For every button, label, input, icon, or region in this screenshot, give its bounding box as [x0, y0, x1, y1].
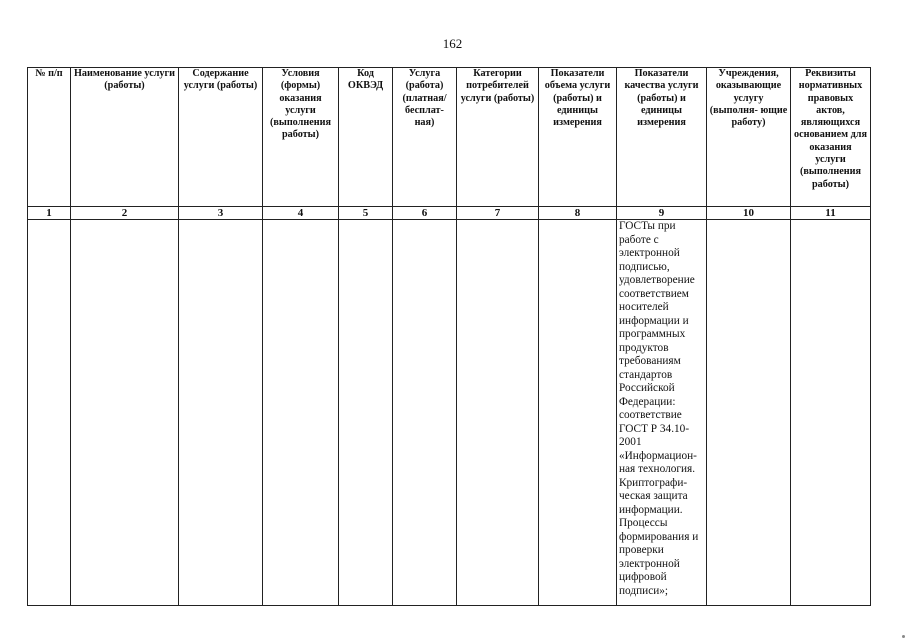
column-number: 3 [179, 207, 263, 220]
column-number: 10 [707, 207, 791, 220]
header-cell-4: Условия (формы) оказания услуги (выполнения работы) [263, 68, 339, 207]
table-cell [179, 220, 263, 606]
quality-indicators-cell: ГОСТы при работе с электронной подписью, удовлетворение соответствием носителей информации и программных продуктов требованиям стандартов Российской Федерации: соответствие ГОСТ Р 34.10-2001 «Информацион-ная технология. Криптографи-ческая защита информации. Процессы формирования и проверки электронной цифровой подписи»; [617, 220, 707, 606]
column-number: 4 [263, 207, 339, 220]
header-cell-7: Категории потребителей услуги (работы) [457, 68, 539, 207]
column-number: 5 [339, 207, 393, 220]
column-number: 1 [28, 207, 71, 220]
header-cell-11: Реквизиты нормативных правовых актов, являющихся основанием для оказания услуги (выполнения работы) [791, 68, 871, 207]
header-cell-8: Показатели объема услуги (работы) и единицы измерения [539, 68, 617, 207]
table-cell [539, 220, 617, 606]
table-cell [393, 220, 457, 606]
table-cell [457, 220, 539, 606]
column-number: 6 [393, 207, 457, 220]
table-cell [28, 220, 71, 606]
table-cell [791, 220, 871, 606]
column-number: 2 [71, 207, 179, 220]
column-number: 9 [617, 207, 707, 220]
column-number: 8 [539, 207, 617, 220]
header-cell-2: Наименование услуги (работы) [71, 68, 179, 207]
header-row [28, 68, 871, 207]
table-cell [71, 220, 179, 606]
table-cell [339, 220, 393, 606]
page-number: 162 [442, 36, 463, 51]
table-cell [263, 220, 339, 606]
header-cell-1: № п/п [28, 68, 71, 207]
column-number-row [28, 207, 871, 220]
services-table [27, 67, 871, 606]
header-cell-10: Учреждения, оказывающие услугу (выполня- ющие работу) [707, 68, 791, 207]
column-number: 7 [457, 207, 539, 220]
header-cell-5: Код ОКВЭД [339, 68, 393, 207]
table-cell [707, 220, 791, 606]
header-cell-9: Показатели качества услуги (работы) и единицы измерения [617, 68, 707, 207]
table-row [28, 220, 871, 606]
header-cell-3: Содержание услуги (работы) [179, 68, 263, 207]
column-number: 11 [791, 207, 871, 220]
header-cell-6: Услуга (работа) (платная/ бесплат- ная) [393, 68, 457, 207]
